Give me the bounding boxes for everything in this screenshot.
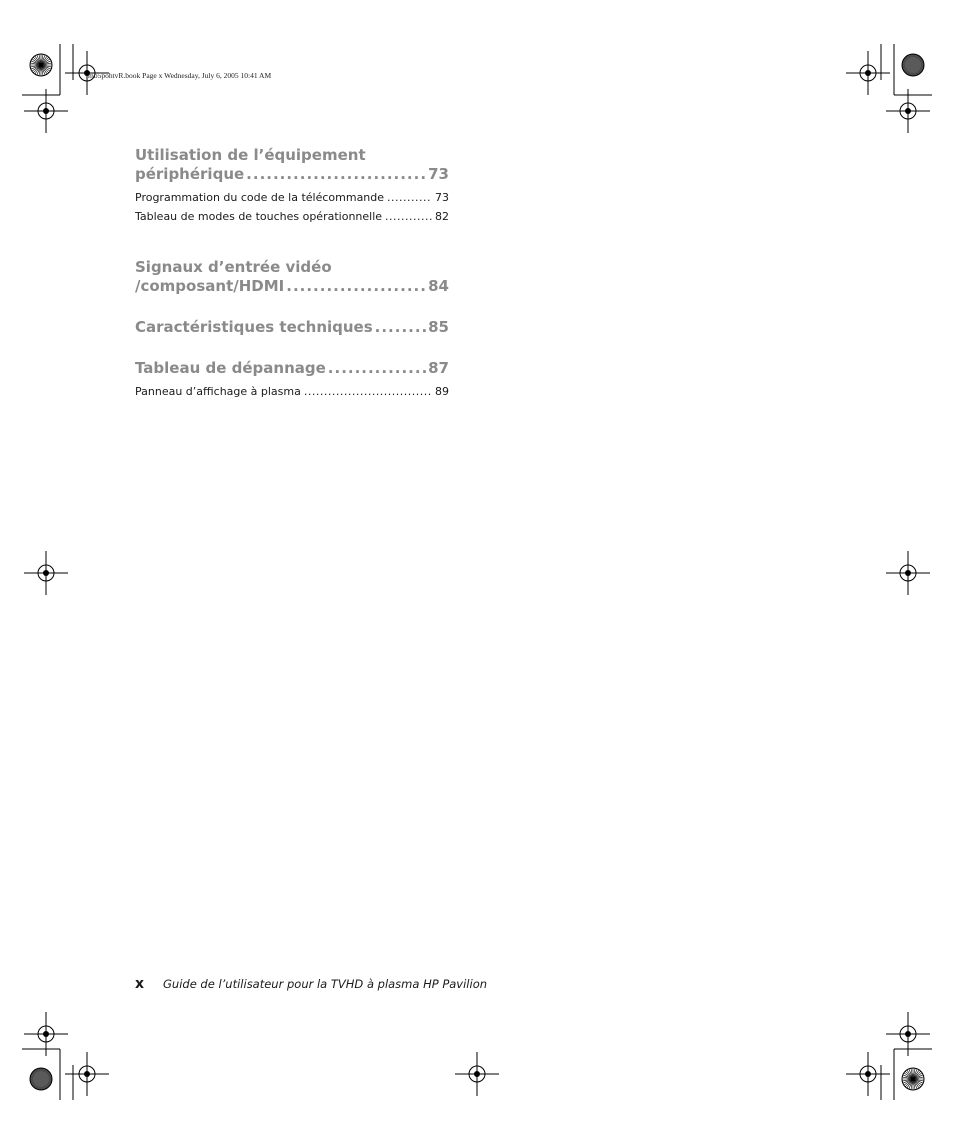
registration-crosshair-icon bbox=[24, 89, 68, 133]
dot-leader bbox=[246, 165, 426, 184]
registration-crosshair-icon bbox=[24, 551, 68, 595]
dot-leader bbox=[304, 382, 432, 401]
registration-crosshair-icon bbox=[455, 1052, 499, 1096]
toc-page-number: 85 bbox=[428, 318, 449, 336]
registration-starburst-icon bbox=[30, 54, 52, 76]
toc-section bbox=[135, 146, 449, 226]
toc-section-title-line: Signaux d’entrée vidéo bbox=[135, 258, 332, 276]
registration-crosshair-icon bbox=[65, 1052, 109, 1096]
toc-section-title: périphérique bbox=[135, 165, 245, 183]
toc-section-title-line: Utilisation de l’équipement bbox=[135, 146, 366, 164]
toc-subentry-label: Panneau d’affichage à plasma bbox=[135, 385, 301, 398]
dot-leader bbox=[286, 277, 426, 296]
toc-subentry bbox=[135, 188, 449, 207]
registration-crosshair-icon bbox=[886, 89, 930, 133]
dot-leader bbox=[375, 318, 426, 337]
dot-leader bbox=[328, 359, 426, 378]
registration-crosshair-icon bbox=[846, 1052, 890, 1096]
toc-section-title: Caractéristiques techniques bbox=[135, 318, 373, 336]
registration-crosshair-icon bbox=[846, 51, 890, 95]
toc-subentry-page: 89 bbox=[435, 385, 449, 398]
toc-section-title-line bbox=[135, 359, 449, 378]
toc-section bbox=[135, 258, 449, 296]
toc-subentry bbox=[135, 207, 449, 226]
toc-section-title-line bbox=[135, 165, 449, 184]
toc-subentry-label: Programmation du code de la télécommande bbox=[135, 191, 385, 204]
registration-starburst-icon bbox=[902, 1068, 924, 1090]
registration-dot-icon bbox=[902, 54, 924, 76]
dot-leader bbox=[385, 207, 432, 226]
toc-subentry-page: 82 bbox=[435, 210, 449, 223]
toc-subentry-page: 73 bbox=[435, 191, 449, 204]
footer-running-title: Guide de l’utilisateur pour la TVHD à plasma HP Pavilion bbox=[163, 977, 488, 991]
toc-page-number: 87 bbox=[428, 359, 449, 377]
toc-section-title-line bbox=[135, 277, 449, 296]
toc-subentry-label: Tableau de modes de touches opérationnelle bbox=[135, 210, 383, 223]
page-footer bbox=[135, 976, 487, 992]
registration-dot-icon bbox=[30, 1068, 52, 1090]
toc-section-title-line bbox=[135, 318, 449, 337]
toc-section bbox=[135, 359, 449, 401]
toc-section bbox=[135, 318, 449, 337]
toc-page-number: 73 bbox=[428, 165, 449, 183]
toc-section-title: /composant/HDMI bbox=[135, 277, 285, 295]
print-header-stamp: mb5pohtvR.book Page x Wednesday, July 6, 2005 10:41 AM bbox=[88, 71, 272, 80]
dot-leader bbox=[387, 188, 432, 207]
footer-page-number: x bbox=[135, 976, 145, 992]
table-of-contents bbox=[135, 146, 449, 423]
registration-crosshair-icon bbox=[886, 551, 930, 595]
toc-page-number: 84 bbox=[428, 277, 449, 295]
toc-section-title: Tableau de dépannage bbox=[135, 359, 326, 377]
toc-subentry bbox=[135, 382, 449, 401]
